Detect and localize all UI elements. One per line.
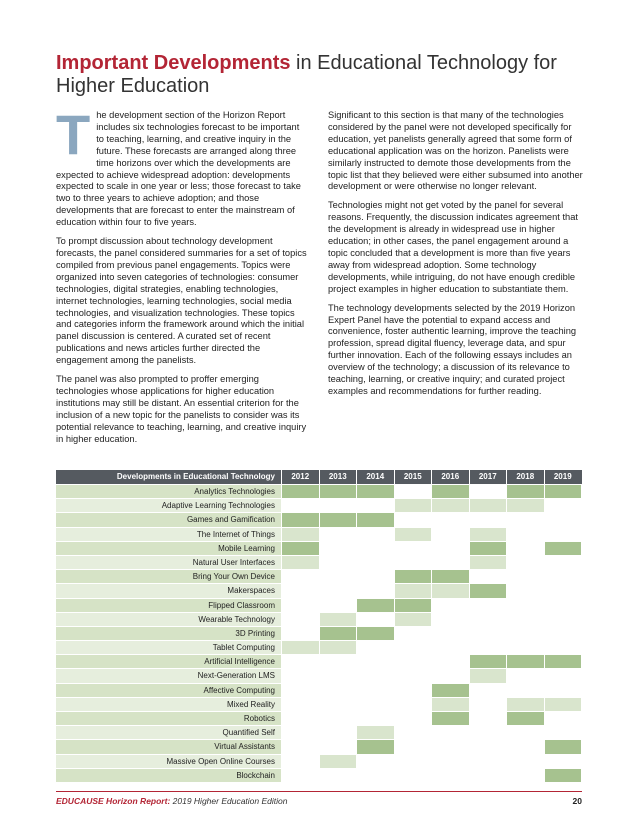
year-cell-2014 [356,513,394,526]
year-header: 2012 [281,470,319,484]
year-cell-2012 [281,740,319,753]
year-cell-2015 [394,769,432,782]
row-label: Adaptive Learning Technologies [56,499,281,512]
year-cell-2017 [469,570,507,583]
year-cell-2013 [319,684,357,697]
year-cell-2012 [281,499,319,512]
row-label: Mobile Learning [56,542,281,555]
year-cell-2013 [319,726,357,739]
year-cell-2018 [506,570,544,583]
table-row [56,654,582,668]
footer-edition: 2019 Higher Education Edition [170,796,288,806]
year-cell-2018 [506,712,544,725]
table-row [56,697,582,711]
year-cell-2014 [356,485,394,498]
year-header: 2017 [469,470,507,484]
year-cell-2015 [394,641,432,654]
year-cell-2015 [394,485,432,498]
footer-publication [56,796,287,806]
row-label: Virtual Assistants [56,740,281,753]
year-cell-2015 [394,726,432,739]
year-cell-2017 [469,485,507,498]
year-cell-2016 [431,627,469,640]
table-row [56,555,582,569]
developments-table [56,470,582,782]
year-cell-2017 [469,613,507,626]
page-title [56,52,596,98]
left-paragraph-2: To prompt discussion about technology development forecasts, the panel considered summaries for a set of topics compiled from previous panel engagements. Topics were organized into seven categories of technologies: consumer technologies, digital strategies, enabling technologies, internet technologies, learning technologies, social media technologies, and visualization technologies. These topics and categories inform the framework around which the initial panel discussion is centered. A curated set of recent publications and news articles further directed the engagement among the panelists. [56,236,307,366]
table-row [56,541,582,555]
year-cell-2019 [544,655,582,668]
year-cell-2015 [394,584,432,597]
year-cell-2012 [281,613,319,626]
row-label: Games and Gamification [56,513,281,526]
year-cell-2017 [469,755,507,768]
year-cell-2018 [506,499,544,512]
year-cell-2015 [394,684,432,697]
year-cell-2017 [469,698,507,711]
dropcap: T [56,103,91,166]
year-cell-2018 [506,528,544,541]
year-cell-2018 [506,684,544,697]
table-header-title: Developments in Educational Technology [116,472,275,481]
year-cell-2015 [394,556,432,569]
year-cell-2014 [356,627,394,640]
year-cell-2014 [356,669,394,682]
year-cell-2016 [431,755,469,768]
table-header [56,470,582,484]
row-label: Makerspaces [56,584,281,597]
year-cell-2012 [281,556,319,569]
year-cell-2018 [506,769,544,782]
year-cell-2014 [356,712,394,725]
year-cell-2018 [506,613,544,626]
year-cell-2016 [431,599,469,612]
year-cell-2012 [281,485,319,498]
year-cell-2016 [431,513,469,526]
year-cell-2013 [319,528,357,541]
table-row [56,640,582,654]
year-cell-2016 [431,769,469,782]
year-cell-2012 [281,599,319,612]
year-cell-2018 [506,485,544,498]
year-cell-2019 [544,726,582,739]
page-footer [56,791,582,806]
left-paragraph-3: The panel was also prompted to proffer emerging technologies whose applications for higher education institutions may still be distant. An essential criterion for the inclusion of a new topic for the panelists to consider was its potential relevance to teaching, learning, and creative inquiry in higher education. [56,374,307,444]
year-cell-2018 [506,599,544,612]
year-cell-2019 [544,684,582,697]
year-cell-2013 [319,641,357,654]
year-cell-2012 [281,698,319,711]
year-cell-2016 [431,570,469,583]
year-cell-2016 [431,655,469,668]
year-cell-2018 [506,542,544,555]
table-row [56,612,582,626]
row-label: Flipped Classroom [56,599,281,612]
year-cell-2016 [431,485,469,498]
year-cell-2013 [319,513,357,526]
year-cell-2019 [544,669,582,682]
year-cell-2014 [356,755,394,768]
year-cell-2019 [544,570,582,583]
right-paragraph-1: Significant to this section is that many of the technologies considered by the panel were not developed specifically for education, yet panelists generally agreed that some form of educational application was on the horizon. Panelists were similarly instructed to demote those developments from the topic list that they believed were either subsumed into another development or were otherwise no longer relevant. [328,110,583,192]
year-cell-2019 [544,740,582,753]
year-cell-2017 [469,669,507,682]
year-cell-2017 [469,740,507,753]
year-cell-2013 [319,613,357,626]
row-label: Tablet Computing [56,641,281,654]
year-cell-2019 [544,513,582,526]
year-cell-2016 [431,613,469,626]
year-cell-2018 [506,698,544,711]
year-cell-2012 [281,528,319,541]
year-cell-2019 [544,698,582,711]
year-cell-2012 [281,755,319,768]
year-cell-2018 [506,726,544,739]
year-cell-2018 [506,669,544,682]
year-cell-2014 [356,641,394,654]
year-cell-2015 [394,755,432,768]
year-cell-2018 [506,641,544,654]
year-cell-2014 [356,726,394,739]
year-cell-2012 [281,542,319,555]
year-cell-2016 [431,712,469,725]
year-cell-2013 [319,627,357,640]
year-cell-2017 [469,556,507,569]
year-cell-2015 [394,627,432,640]
table-row [56,512,582,526]
year-cell-2019 [544,499,582,512]
year-cell-2015 [394,499,432,512]
year-cell-2015 [394,513,432,526]
year-cell-2015 [394,655,432,668]
year-cell-2016 [431,641,469,654]
year-cell-2018 [506,627,544,640]
right-paragraph-2: Technologies might not get voted by the panel for several reasons. Frequently, the discussion indicates agreement that the development is already in widespread use in higher education; in other cases, the panel engagement around a topic concluded that a development is more than five years away from widespread adoption. Some technology developments, while intriguing, do not have enough credible project examples in higher education to substantiate them. [328,200,578,294]
year-cell-2016 [431,528,469,541]
table-row [56,583,582,597]
right-column [328,110,584,405]
row-label: Next-Generation LMS [56,669,281,682]
year-cell-2013 [319,599,357,612]
year-header: 2013 [319,470,357,484]
table-row [56,598,582,612]
left-paragraph-1-text: he development section of the Horizon Report includes six technologies forecast to be important to teaching, learning, and creative inquiry in the future. These forecasts are arranged along three time horizons over which the developments are expected to achieve widespread adoption: developments expected to scale in one year or less; those forecast to take two to three years to achieve adoption; and those developments that are forecast to enter the mainstream of education within four to five years. [56,110,301,228]
year-cell-2012 [281,513,319,526]
year-cell-2014 [356,584,394,597]
year-cell-2013 [319,740,357,753]
table-row [56,711,582,725]
year-cell-2014 [356,570,394,583]
year-cell-2018 [506,740,544,753]
year-cell-2012 [281,584,319,597]
year-cell-2019 [544,556,582,569]
year-cell-2013 [319,584,357,597]
year-cell-2012 [281,627,319,640]
year-cell-2012 [281,769,319,782]
year-cell-2015 [394,542,432,555]
year-cell-2016 [431,542,469,555]
row-label: Bring Your Own Device [56,570,281,583]
year-cell-2012 [281,570,319,583]
year-header: 2015 [394,470,432,484]
year-cell-2012 [281,655,319,668]
year-cell-2014 [356,769,394,782]
year-cell-2013 [319,485,357,498]
year-cell-2013 [319,712,357,725]
table-row [56,626,582,640]
year-cell-2019 [544,712,582,725]
year-cell-2017 [469,712,507,725]
year-cell-2015 [394,698,432,711]
left-paragraph-1 [56,103,308,229]
year-cell-2013 [319,698,357,711]
year-cell-2013 [319,755,357,768]
table-row [56,725,582,739]
row-label: Natural User Interfaces [56,556,281,569]
year-cell-2014 [356,542,394,555]
year-cell-2016 [431,726,469,739]
title-highlight: Important Developments [56,52,291,74]
year-header: 2018 [506,470,544,484]
year-cell-2013 [319,669,357,682]
year-cell-2017 [469,599,507,612]
year-cell-2013 [319,499,357,512]
year-cell-2016 [431,499,469,512]
year-cell-2015 [394,599,432,612]
year-cell-2015 [394,570,432,583]
year-cell-2015 [394,740,432,753]
year-cell-2016 [431,556,469,569]
row-label: Wearable Technology [56,613,281,626]
year-cell-2014 [356,499,394,512]
year-cell-2019 [544,485,582,498]
year-cell-2018 [506,584,544,597]
year-cell-2019 [544,613,582,626]
row-label: Quantified Self [56,726,281,739]
year-cell-2019 [544,599,582,612]
year-cell-2013 [319,556,357,569]
footer-brand: EDUCAUSE Horizon Report: [56,796,171,806]
year-cell-2019 [544,769,582,782]
year-cell-2017 [469,499,507,512]
year-cell-2019 [544,528,582,541]
table-row [56,527,582,541]
year-header: 2019 [544,470,582,484]
year-cell-2018 [506,556,544,569]
year-cell-2017 [469,542,507,555]
year-cell-2019 [544,584,582,597]
row-label: Analytics Technologies [56,485,281,498]
year-cell-2013 [319,769,357,782]
year-cell-2012 [281,684,319,697]
row-label: Blockchain [56,769,281,782]
table-row [56,768,582,782]
year-cell-2017 [469,726,507,739]
year-cell-2015 [394,613,432,626]
year-cell-2017 [469,769,507,782]
year-cell-2017 [469,641,507,654]
year-cell-2018 [506,655,544,668]
year-cell-2018 [506,513,544,526]
year-cell-2014 [356,599,394,612]
year-header: 2014 [356,470,394,484]
table-row [56,683,582,697]
year-cell-2016 [431,740,469,753]
table-body [56,484,582,782]
year-cell-2014 [356,528,394,541]
row-label: Massive Open Online Courses [56,755,281,768]
table-row [56,569,582,583]
year-header: 2016 [431,470,469,484]
table-row [56,484,582,498]
year-cell-2014 [356,740,394,753]
year-cell-2017 [469,528,507,541]
year-cell-2017 [469,584,507,597]
right-paragraph-3: The technology developments selected by the 2019 Horizon Expert Panel have the potential to expand access and convenience, foster authentic learning, improve the teaching profession, spread digital fluency, leverage data, and spur further innovation. Each of the following essays includes an overview of the technology; a discussion of its relevance to teaching, learning, or creative inquiry; and curated project examples and recommendations for further reading. [328,302,577,396]
year-cell-2014 [356,655,394,668]
year-cell-2017 [469,627,507,640]
year-cell-2019 [544,641,582,654]
year-cell-2015 [394,712,432,725]
year-cell-2013 [319,655,357,668]
year-cell-2016 [431,698,469,711]
row-label: Mixed Reality [56,698,281,711]
table-row [56,498,582,512]
year-cell-2018 [506,755,544,768]
year-cell-2015 [394,669,432,682]
year-cell-2012 [281,669,319,682]
page-number: 20 [572,796,582,806]
row-label: Robotics [56,712,281,725]
table-row [56,739,582,753]
year-cell-2016 [431,584,469,597]
title-rest: in Educational Technology for Higher Education [56,52,557,97]
table-row [56,668,582,682]
year-cell-2014 [356,698,394,711]
row-label: The Internet of Things [56,528,281,541]
year-cell-2013 [319,542,357,555]
year-cell-2019 [544,755,582,768]
year-cell-2012 [281,726,319,739]
year-cell-2017 [469,513,507,526]
year-cell-2019 [544,542,582,555]
year-cell-2016 [431,669,469,682]
year-cell-2012 [281,712,319,725]
year-cell-2019 [544,627,582,640]
row-label: 3D Printing [56,627,281,640]
table-row [56,754,582,768]
left-column [56,103,308,452]
year-cell-2012 [281,641,319,654]
row-label: Artificial Intelligence [56,655,281,668]
year-cell-2015 [394,528,432,541]
year-cell-2017 [469,684,507,697]
year-cell-2014 [356,684,394,697]
year-cell-2016 [431,684,469,697]
year-cell-2014 [356,613,394,626]
year-cell-2017 [469,655,507,668]
row-label: Affective Computing [56,684,281,697]
year-cell-2014 [356,556,394,569]
year-cell-2013 [319,570,357,583]
